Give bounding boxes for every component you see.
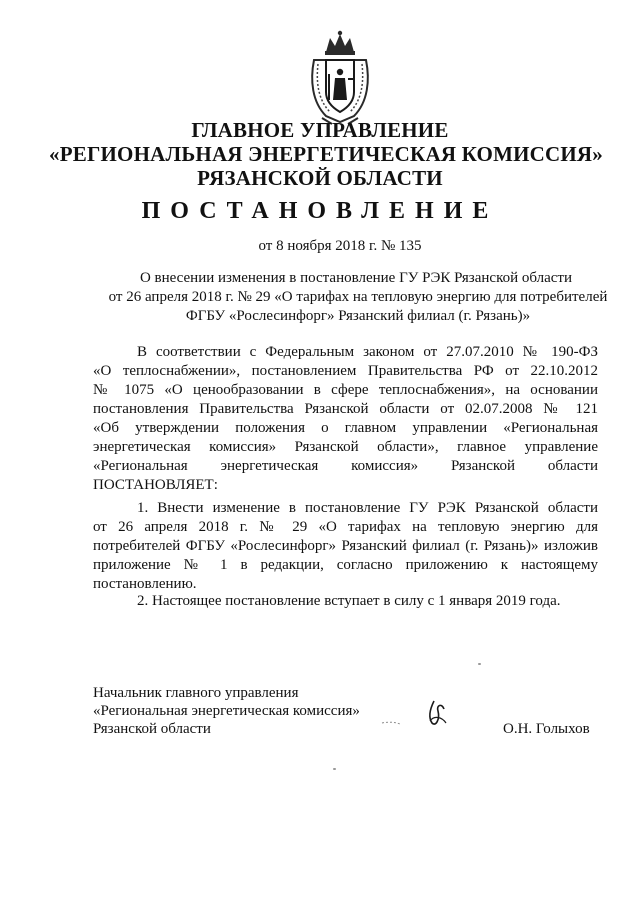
signatory-title-line-1: Начальник главного управления (93, 685, 299, 701)
organization-name-line-1: ГЛАВНОЕ УПРАВЛЕНИЕ (191, 118, 449, 142)
scan-speck (478, 663, 481, 665)
basis-line: постановления Правительства Рязанской области от 02.07.2008 № 121 (93, 401, 598, 417)
document-type-title: ПОСТАНОВЛЕНИЕ (141, 198, 499, 224)
basis-line: «О теплоснабжении», постановлением Правительства РФ от 22.10.2012 (93, 363, 598, 379)
document-subject-line-1: О внесении изменения в постановление ГУ РЭК Рязанской области (139, 270, 573, 286)
signatory-title-line-3: Рязанской области (93, 721, 211, 737)
document-date-number: от 8 ноября 2018 г. № 135 (258, 238, 422, 254)
signatory-title-line-2: «Региональная энергетическая комиссия» (93, 703, 360, 719)
item1-line: приложение № 1 в редакции, согласно приложению к настоящему (93, 557, 598, 573)
item1-line: постановлению. (93, 576, 197, 592)
document-subject-line-3: ФГБУ «Рослесинфорг» Рязанский филиал (г. Рязань)» (185, 308, 531, 324)
basis-line: № 1075 «О ценообразовании в сфере теплоснабжения», на основании (93, 382, 598, 398)
legal-basis-paragraph (93, 343, 598, 495)
basis-line: «Об утверждении положения о главном управлении «Региональная (93, 420, 598, 436)
basis-line: энергетическая комиссия» Рязанской области», главное управление (93, 439, 598, 455)
organization-name-line-3: РЯЗАНСКОЙ ОБЛАСТИ (197, 166, 443, 190)
item1-line: 1. Внести изменение в постановление ГУ РЭК Рязанской области (137, 500, 598, 516)
scan-speck (333, 768, 336, 770)
decree-item-2 (93, 592, 598, 611)
decree-keyword: ПОСТАНОВЛЯЕТ: (93, 477, 218, 493)
item2-line: 2. Настоящее постановление вступает в силу с 1 января 2019 года. (137, 593, 561, 609)
basis-line: В соответствии с Федеральным законом от 27.07.2010 № 190-ФЗ (137, 344, 598, 360)
item1-line: потребителей ФГБУ «Рослесинфорг» Рязанский филиал (г. Рязань)» изложив (93, 538, 598, 554)
document-subject-line-2: от 26 апреля 2018 г. № 29 «О тарифах на тепловую энергию для потребителей (108, 289, 608, 305)
item1-line: от 26 апреля 2018 г. № 29 «О тарифах на тепловую энергию для (93, 519, 598, 535)
decree-item-1 (93, 499, 598, 594)
signatory-name: О.Н. Голыхов (503, 721, 590, 737)
organization-name-line-2: «РЕГИОНАЛЬНАЯ ЭНЕРГЕТИЧЕСКАЯ КОМИССИЯ» (49, 142, 603, 166)
basis-line: «Региональная энергетическая комиссия» Рязанской области (93, 458, 598, 474)
handwritten-signature (372, 693, 472, 733)
ryazan-coat-of-arms-icon (304, 30, 376, 126)
